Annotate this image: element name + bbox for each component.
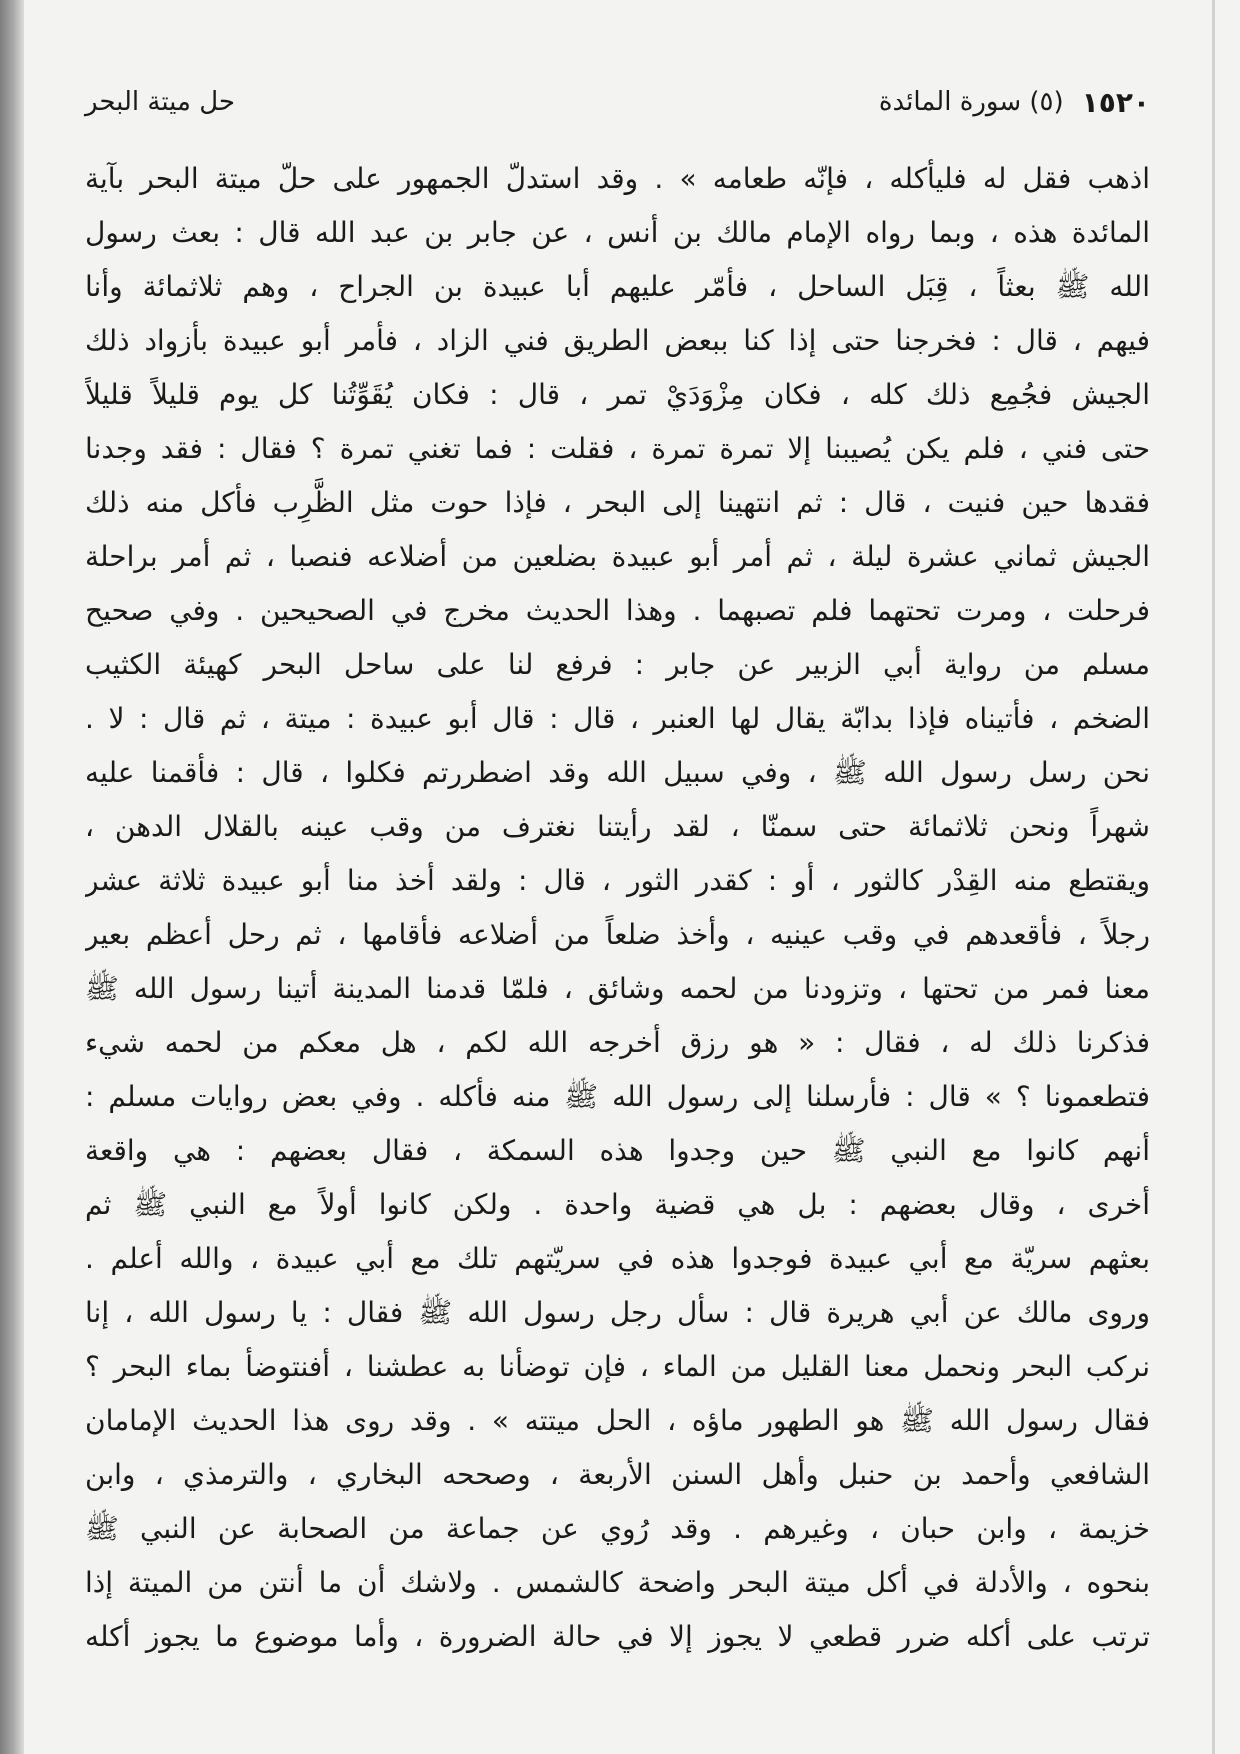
section-title: حل ميتة البحر [85, 87, 235, 117]
text-line: ويقتطع منه القِدْر كالثور ، أو : كقدر الثور ، قال : ولقد أخذ منا أبو عبيدة ثلاثة عشر [85, 864, 1150, 897]
text-line: فرحلت ، ومرت تحتهما فلم تصبهما . وهذا الحديث مخرج في الصحيحين . وفي صحيح [85, 594, 1150, 627]
text-line: الجيش ثماني عشرة ليلة ، ثم أمر أبو عبيدة بضلعين من أضلاعه فنصبا ، ثم أمر براحلة [85, 540, 1150, 573]
text-line: حتى فني ، فلم يكن يُصيبنا إلا تمرة تمرة ، فقلت : فما تغني تمرة ؟ فقال : فقد وجدنا [85, 432, 1150, 465]
text-line: الشافعي وأحمد بن حنبل وأهل السنن الأربعة ، وصححه البخاري ، والترمذي ، وابن [85, 1458, 1150, 1491]
text-line: معنا فمر من تحتها ، وتزودنا من لحمه وشائق ، فلمّا قدمنا المدينة أتينا رسول الله ﷺ [85, 972, 1150, 1005]
scan-binding-shadow [0, 0, 24, 1754]
text-line: اذهب فقل له فليأكله ، فإنّه طعامه » . وقد استدلّ الجمهور على حلّ ميتة البحر بآية [85, 162, 1150, 195]
text-line: الضخم ، فأتيناه فإذا بدابّة يقال لها العنبر ، قال : قال أبو عبيدة : ميتة ، ثم قال : لا . [85, 702, 1150, 735]
text-line: فذكرنا ذلك له ، فقال : « هو رزق أخرجه الله لكم ، هل معكم من لحمه شيء [85, 1026, 1150, 1059]
text-line: نركب البحر ونحمل معنا القليل من الماء ، فإن توضأنا به عطشنا ، أفنتوضأ بماء البحر ؟ [85, 1350, 1150, 1383]
text-line: شهراً ونحن ثلاثمائة حتى سمنّا ، لقد رأيتنا نغترف من وقب عينه بالقلال الدهن ، [85, 810, 1150, 843]
surah-title: (٥) سورة المائدة [878, 87, 1064, 117]
text-line: خزيمة ، وابن حبان ، وغيرهم . وقد رُوي عن جماعة من الصحابة عن النبي ﷺ [85, 1512, 1150, 1545]
text-line: بنحوه ، والأدلة في أكل ميتة البحر واضحة كالشمس . ولاشك أن ما أنتن من الميتة إذا [85, 1566, 1150, 1599]
page-header [85, 80, 1150, 124]
text-line: المائدة هذه ، وبما رواه الإمام مالك بن أنس ، عن جابر بن عبد الله قال : بعث رسول [85, 216, 1150, 249]
text-line: بعثهم سريّة مع أبي عبيدة فوجدوا هذه في سريّتهم تلك مع أبي عبيدة ، والله أعلم . [85, 1242, 1150, 1275]
body-text [85, 152, 1150, 1664]
text-line: الله ﷺ بعثاً ، قِبَل الساحل ، فأمّر عليهم أبا عبيدة بن الجراح ، وهم ثلاثمائة وأنا [85, 270, 1150, 303]
text-line: ترتب على أكله ضرر قطعي لا يجوز إلا في حالة الضرورة ، وأما موضوع ما يجوز أكله [85, 1620, 1150, 1653]
text-line: فقال رسول الله ﷺ هو الطهور ماؤه ، الحل ميتته » . وقد روى هذا الحديث الإمامان [85, 1404, 1150, 1437]
text-line: أخرى ، وقال بعضهم : بل هي قضية واحدة . ولكن كانوا أولاً مع النبي ﷺ ثم [85, 1188, 1150, 1221]
header-right [879, 86, 1150, 119]
text-line: فيهم ، قال : فخرجنا حتى إذا كنا ببعض الطريق فني الزاد ، فأمر أبو عبيدة بأزواد ذلك [85, 324, 1150, 357]
text-line: أنهم كانوا مع النبي ﷺ حين وجدوا هذه السمكة ، فقال بعضهم : هي واقعة [85, 1134, 1150, 1167]
text-line: وروى مالك عن أبي هريرة قال : سأل رجل رسول الله ﷺ فقال : يا رسول الله ، إنا [85, 1296, 1150, 1329]
text-line: فقدها حين فنيت ، قال : ثم انتهينا إلى البحر ، فإذا حوت مثل الظَّرِب فأكل منه ذلك [85, 486, 1150, 519]
text-line: رجلاً ، فأقعدهم في وقب عينيه ، وأخذ ضلعاً من أضلاعه فأقامها ، ثم رحل أعظم بعير [85, 918, 1150, 951]
text-line: فتطعمونا ؟ » قال : فأرسلنا إلى رسول الله ﷺ منه فأكله . وفي بعض روايات مسلم : [85, 1080, 1150, 1113]
text-line: مسلم من رواية أبي الزبير عن جابر : فرفع لنا على ساحل البحر كهيئة الكثيب [85, 648, 1150, 681]
text-line: الجيش فجُمِع ذلك كله ، فكان مِزْوَدَيْ تمر ، قال : فكان يُقَوِّتُنا كل يوم قليلاً قليلاً [85, 378, 1150, 411]
text-line: نحن رسل رسول الله ﷺ ، وفي سبيل الله وقد اضطررتم فكلوا ، قال : فأقمنا عليه [85, 756, 1150, 789]
page-number: ١٥٢٠ [1081, 85, 1150, 119]
scan-page-edge [1212, 0, 1215, 1754]
